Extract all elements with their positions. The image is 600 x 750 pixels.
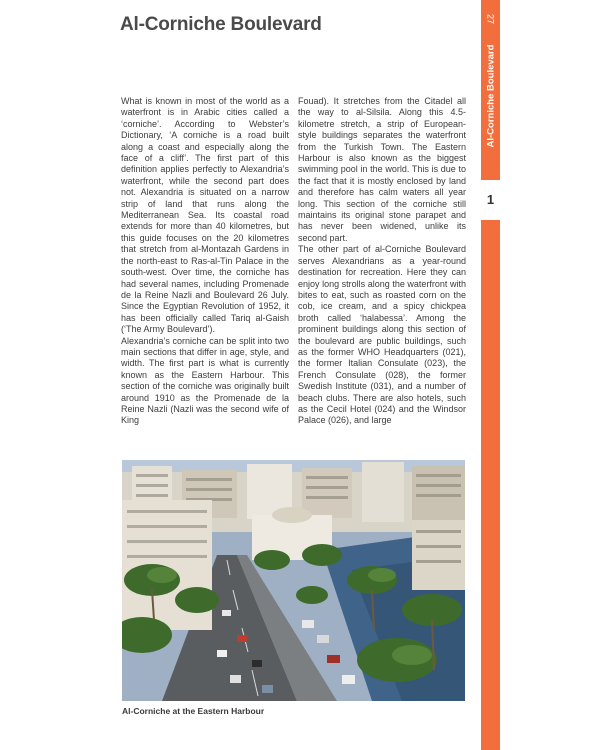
page-number: 27 (485, 13, 496, 24)
chapter-number: 1 (486, 192, 495, 207)
paragraph: Alexandria’s corniche can be split into two main sections that differ in age, style, and width. The first part is what is currently known as the Eastern Harbour. This section of the corniche was originally built around 1910 as the Promenade de la Reine Nazli (Nazli was the second wife of King (121, 335, 289, 426)
running-head: Al-Corniche Boulevard (485, 44, 497, 148)
chapter-tab (481, 0, 500, 750)
page-title: Al-Corniche Boulevard (120, 14, 322, 35)
corniche-photo (122, 460, 465, 701)
photo-caption: Al-Corniche at the Eastern Harbour (122, 706, 265, 716)
text-column-right (298, 96, 466, 427)
paragraph: The other part of al-Corniche Boulevard serves Alexandrians as a year-round destination for recreation. Here they can enjoy long strolls along the waterfront with bites to eat, such as roasted corn on the cob, ice cream, and a spicy chickpea broth called ‘halabessa’. Among the prominent buildings along this section of the boulevard are public buildings, such as the former WHO Headquarters (021), the former Italian Consulate (023), the French Consulate (028), the former Swedish Institute (031), and a number of beach clubs. There are also hotels, such as the Cecil Hotel (024) and the Windsor Palace (026), and large (298, 244, 466, 426)
paragraph: What is known in most of the world as a waterfront is in Arabic cities called a ‘corniche’. According to Webster’s Dictionary, ‘A corniche is a road built along a coast and especially along the face of a cliff’. The first part of this definition applies perfectly to Alexandria’s waterfront, while the second part does not. Alexandria is situated on a narrow strip of land that runs along the Mediterranean Sea. Its coastal road extends for more than 40 kilometres, but this guide focuses on the 20 kilometres that stretch from al-Montazah Gardens in the north-east to Ras-al-Tin Palace in the south-west. Over time, the corniche has had several names, including Promenade de la Reine Nazli and Boulevard 26 July. Since the Egyptian Revolution of 1952, it has been officially called Tariq al-Gaish (‘The Army Boulevard’). (121, 96, 289, 335)
paragraph: Fouad). It stretches from the Citadel all the way to al-Silsila. Along this 4.5-kilometre stretch, a strip of European-style buildings separates the waterfront from the Turkish Town. The Eastern Harbour is also known as the biggest swimming pool in the world. This is due to the fact that it is mostly enclosed by land and therefore has calm waters all year long. This section of the corniche still maintains its original stone parapet and has never been widened, unlike its second part. (298, 96, 466, 243)
text-column-left (121, 96, 289, 427)
